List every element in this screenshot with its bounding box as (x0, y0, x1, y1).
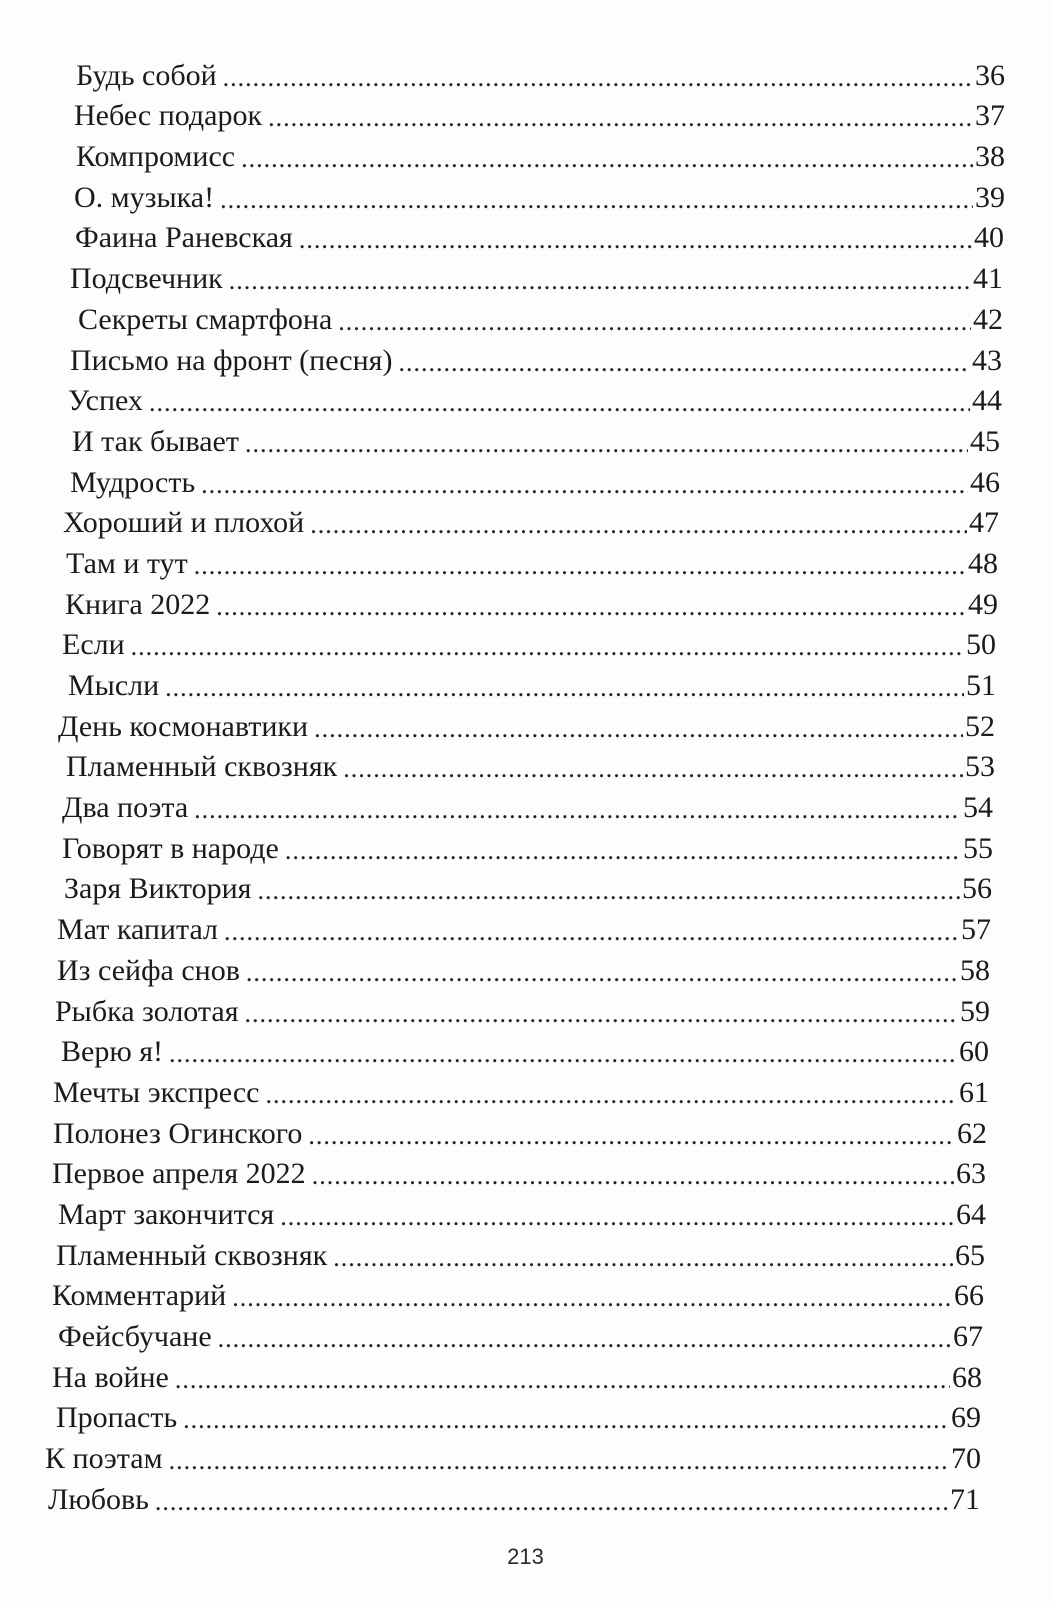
toc-entry (0, 1069, 989, 1110)
toc-entry-title: Мат капитал (57, 913, 219, 947)
toc-leader-dots (155, 1487, 948, 1517)
toc-entry-page: 38 (975, 140, 1005, 174)
toc-leader-dots (310, 510, 967, 540)
toc-entry-title: Говорят в народе (62, 831, 279, 865)
toc-entry-title: Заря Виктория (64, 872, 252, 906)
toc-entry (0, 133, 1005, 174)
toc-entry-page: 52 (965, 709, 995, 743)
toc-entry-title: Фейсбучане (58, 1320, 212, 1353)
toc-entry-title: Подсвечник (70, 262, 223, 296)
toc-leader-dots (194, 795, 961, 825)
toc-entry-page: 69 (951, 1401, 981, 1435)
toc-leader-dots (312, 1161, 954, 1191)
toc-entry (0, 622, 996, 663)
toc-entry (0, 1476, 980, 1517)
toc-entry (0, 1435, 981, 1476)
toc-leader-dots (223, 63, 973, 93)
toc-entry-page: 40 (974, 221, 1004, 255)
toc-entry-title: Секреты смартфона (78, 302, 333, 336)
toc-entry-page: 68 (952, 1360, 982, 1394)
toc-leader-dots (131, 632, 964, 662)
toc-leader-dots (343, 754, 963, 784)
toc-entry-page: 46 (970, 465, 1000, 499)
page-number: 213 (507, 1544, 544, 1569)
toc-entry-title: Любовь (48, 1482, 149, 1516)
toc-leader-dots (165, 673, 964, 703)
toc-entry (0, 1232, 985, 1273)
toc-leader-dots (333, 1243, 953, 1273)
toc-entry (0, 255, 1003, 296)
toc-entry (0, 418, 1000, 459)
toc-leader-dots (220, 185, 973, 215)
toc-entry-page: 36 (975, 58, 1005, 92)
toc-entry (0, 1313, 983, 1354)
toc-entry-page: 47 (969, 506, 999, 540)
toc-entry (0, 459, 1000, 500)
toc-entry-page: 41 (973, 262, 1003, 296)
toc-leader-dots (194, 551, 966, 581)
toc-leader-dots (246, 958, 958, 988)
toc-entry-page: 54 (963, 791, 993, 825)
toc-entry-title: Комментарий (52, 1279, 227, 1313)
toc-entry-page: 48 (968, 546, 998, 580)
toc-leader-dots (308, 1121, 955, 1151)
toc-entry-title: Компромисс (76, 140, 236, 174)
toc-entry (0, 906, 991, 947)
toc-entry-title: Два поэта (62, 791, 189, 825)
toc-entry-page: 44 (972, 384, 1002, 418)
toc-entry (0, 1029, 989, 1070)
toc-leader-dots (175, 1365, 950, 1395)
toc-entry-title: И так бывает (72, 424, 239, 458)
toc-leader-dots (201, 470, 968, 500)
toc-entry-title: К поэтам (45, 1442, 163, 1476)
toc-leader-dots (245, 429, 968, 459)
toc-entry-title: Мечты экспресс (53, 1075, 260, 1109)
toc-leader-dots (280, 1202, 954, 1232)
toc-entry (0, 215, 1004, 256)
toc-leader-dots (224, 917, 959, 947)
toc-entry-page: 56 (962, 872, 992, 906)
toc-entry-title: О. музыка! (74, 180, 215, 214)
table-of-contents (0, 52, 1051, 1517)
toc-leader-dots (183, 1405, 949, 1435)
toc-entry (0, 174, 1005, 215)
toc-entry (0, 500, 999, 541)
toc-entry (0, 744, 995, 785)
toc-entry-title: Если (62, 628, 125, 662)
toc-entry-page: 71 (950, 1482, 980, 1516)
toc-entry (0, 1395, 981, 1436)
toc-leader-dots (257, 876, 960, 906)
toc-entry-title: Там и тут (66, 546, 188, 580)
toc-entry-page: 45 (970, 424, 1000, 458)
toc-entry-title: Письмо на фронт (песня) (70, 343, 393, 377)
toc-entry-title: Рыбка золотая (55, 994, 239, 1028)
toc-entry-page: 43 (972, 343, 1002, 377)
toc-entry-page: 37 (975, 99, 1005, 133)
toc-entry-title: Успех (68, 384, 143, 418)
toc-entry-page: 58 (960, 953, 990, 987)
toc-entry (0, 1110, 987, 1151)
toc-entry-title: Мысли (68, 669, 160, 702)
toc-entry-page: 61 (959, 1075, 989, 1109)
toc-entry-title: Пропасть (56, 1401, 178, 1435)
toc-entry-title: День космонавтики (58, 709, 309, 743)
toc-entry-page: 49 (968, 587, 998, 621)
toc-leader-dots (149, 388, 970, 418)
toc-entry-title: Пламенный сквозняк (66, 750, 338, 784)
toc-entry (0, 581, 998, 622)
toc-entry (0, 988, 990, 1029)
toc-entry-title: Март закончится (58, 1197, 275, 1231)
toc-entry-title: Будь собой (76, 58, 217, 92)
toc-leader-dots (338, 307, 971, 337)
toc-leader-dots (265, 1080, 957, 1110)
toc-leader-dots (268, 103, 973, 133)
toc-entry-title: Мудрость (70, 465, 196, 499)
toc-entry (0, 378, 1002, 419)
toc-entry (0, 296, 1003, 337)
toc-entry-title: Полонез Огинского (53, 1116, 303, 1150)
toc-entry-title: Хороший и плохой (63, 506, 305, 540)
toc-entry (0, 52, 1005, 93)
toc-entry (0, 825, 993, 866)
toc-entry (0, 1191, 986, 1232)
toc-leader-dots (398, 348, 970, 378)
toc-entry-title: Первое апреля 2022 (52, 1157, 306, 1191)
toc-entry-page: 42 (973, 302, 1003, 336)
toc-entry-title: Из сейфа снов (57, 953, 240, 987)
toc-entry-title: Книга 2022 (65, 587, 211, 621)
toc-entry-page: 59 (960, 994, 990, 1028)
toc-entry-title: Пламенный сквозняк (56, 1238, 328, 1272)
toc-entry (0, 703, 995, 744)
toc-entry-page: 64 (956, 1197, 986, 1231)
toc-leader-dots (218, 1324, 951, 1354)
toc-entry-title: Верю я! (61, 1035, 164, 1069)
toc-leader-dots (169, 1446, 949, 1476)
toc-entry-page: 70 (951, 1442, 981, 1476)
toc-leader-dots (241, 144, 973, 174)
toc-entry-page: 67 (953, 1320, 983, 1353)
toc-leader-dots (245, 999, 959, 1029)
toc-entry-page: 65 (955, 1238, 985, 1272)
toc-entry-page: 51 (966, 669, 996, 702)
toc-entry (0, 784, 993, 825)
toc-entry-title: На войне (52, 1360, 169, 1394)
toc-entry (0, 1354, 982, 1395)
toc-entry-title: Фаина Раневская (75, 221, 293, 255)
toc-leader-dots (314, 714, 963, 744)
toc-entry-page: 53 (965, 750, 995, 784)
toc-entry (0, 1273, 984, 1314)
toc-leader-dots (169, 1039, 957, 1069)
toc-entry-page: 60 (959, 1035, 989, 1069)
toc-entry (0, 540, 998, 581)
toc-entry (0, 866, 992, 907)
toc-entry-page: 39 (975, 180, 1005, 214)
toc-entry (0, 662, 996, 703)
toc-leader-dots (232, 1283, 952, 1313)
toc-entry-title: Небес подарок (74, 99, 263, 133)
toc-entry-page: 63 (956, 1157, 986, 1191)
toc-entry-page: 66 (954, 1279, 984, 1313)
toc-leader-dots (285, 836, 961, 866)
toc-entry-page: 57 (961, 913, 991, 947)
toc-entry (0, 337, 1002, 378)
toc-leader-dots (216, 592, 966, 622)
toc-entry-page: 55 (963, 831, 993, 865)
toc-leader-dots (299, 225, 972, 255)
toc-entry (0, 1151, 986, 1192)
toc-entry-page: 62 (957, 1116, 987, 1150)
toc-entry (0, 93, 1005, 134)
toc-leader-dots (229, 266, 971, 296)
toc-entry-page: 50 (966, 628, 996, 662)
toc-entry (0, 947, 990, 988)
